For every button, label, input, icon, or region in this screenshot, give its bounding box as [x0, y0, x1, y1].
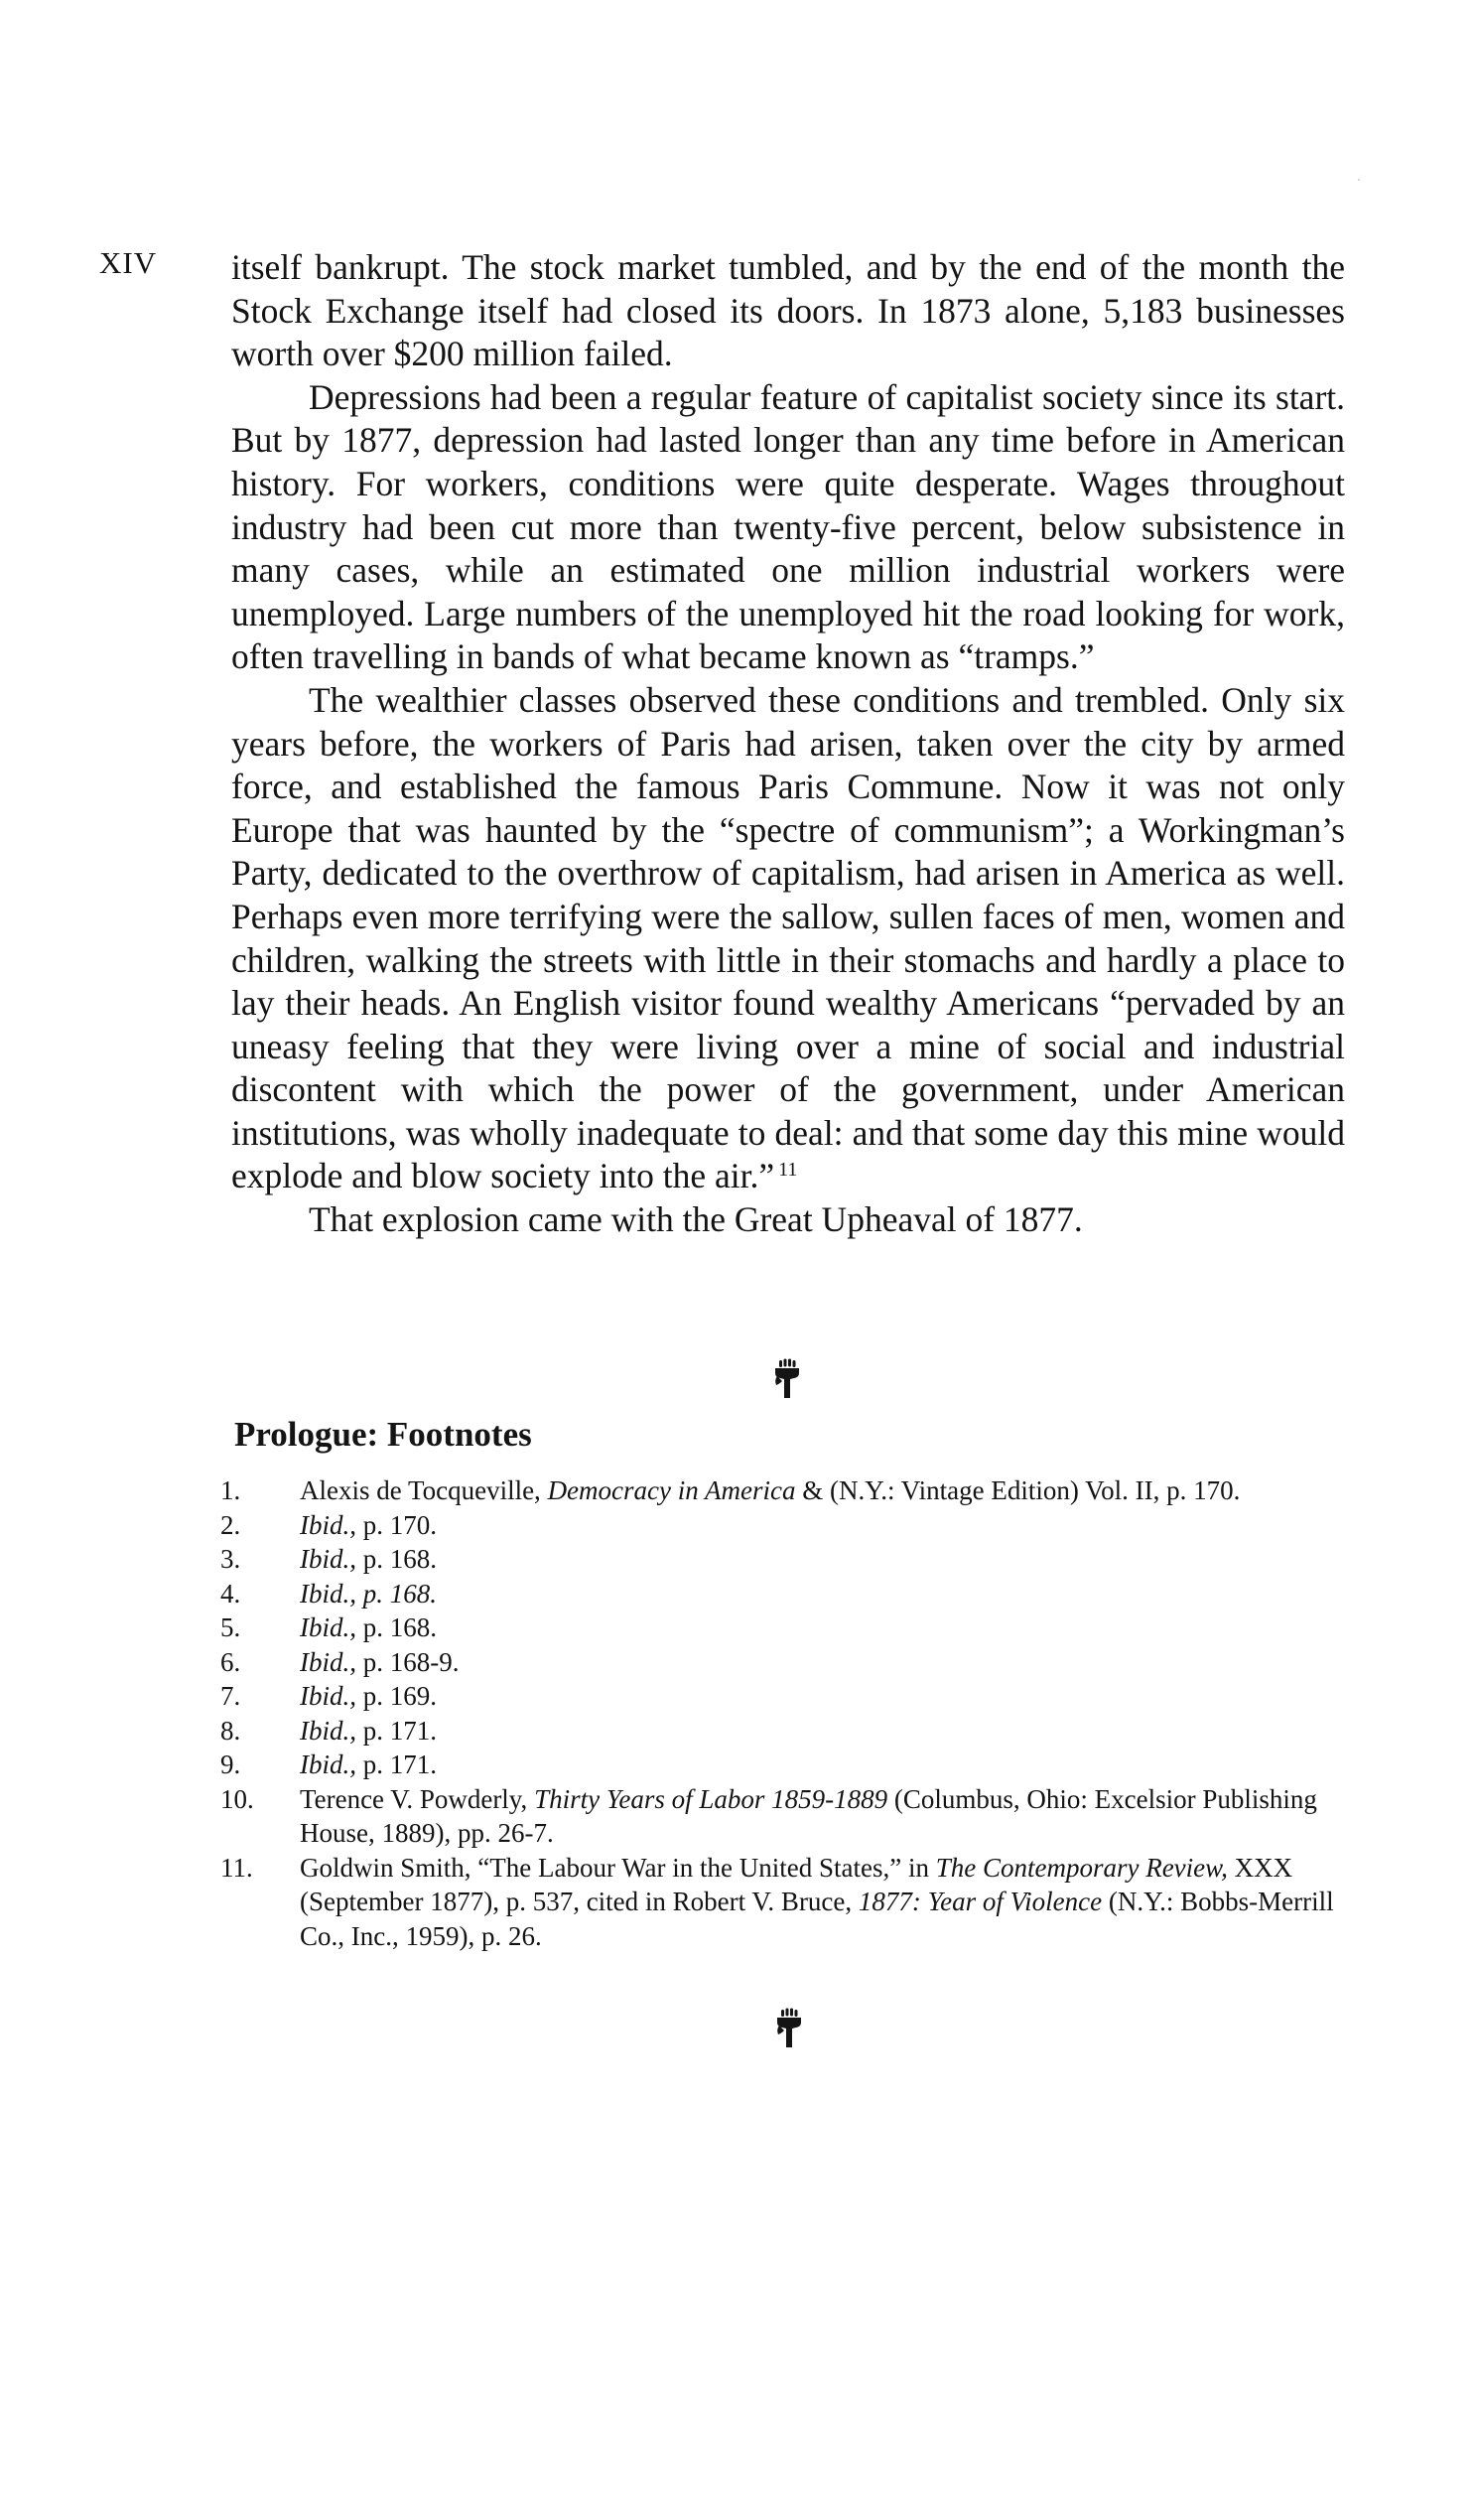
footnote-number: 11. [220, 1852, 253, 1883]
body-text [231, 246, 1345, 1242]
footnote-text [300, 1508, 1347, 1543]
footnote-text-part: p. 168. [356, 1612, 437, 1642]
footnote-number: 3. [220, 1544, 241, 1574]
footnote-number: 6. [220, 1646, 241, 1677]
paragraph-3-text: The wealthier classes observed these conditions and trembled. Only six years before, the workers of Paris had arisen, taken over the city by armed force, and established the famous Paris Commune. Now it was not only Europe that was haunted by the “spectre of communism”; a Workingman’s Party, dedicated to the overthrow of capitalism, had arisen in America as well. Perhaps even more terrifying were the sallow, sullen faces of men, women and children, walking the streets with little in their stomachs and hardly a place to lay their heads. An English visitor found wealthy Americans “pervaded by an uneasy feeling that they were living over a mine of social and industrial discontent with which the power of the government, under American institutions, was wholly inadequate to deal: and that some day this mine would explode and blow society into the air.” [231, 679, 1345, 1196]
footnote-title: Ibid., [300, 1509, 356, 1540]
footnote-item [220, 1610, 1347, 1645]
footnote-title: Ibid., [300, 1750, 356, 1779]
footnote-text-part: Terence V. Powderly, [300, 1783, 535, 1814]
footnote-text [300, 1748, 1347, 1782]
footnote-title: Ibid., [300, 1646, 356, 1677]
footnote-number: 4. [220, 1578, 241, 1609]
footnote-number: 1. [220, 1475, 241, 1505]
footnote-number: 10. [220, 1783, 254, 1814]
footnote-title: Democracy in America [547, 1475, 796, 1505]
footnote-number: 8. [220, 1715, 241, 1746]
footnote-text-part: (Columbus, Ohio: Excelsior Publishing House, 1889), pp. 26-7. [300, 1783, 1317, 1848]
footnote-item [220, 1577, 1347, 1611]
footnote-title: The Contemporary Review, [935, 1852, 1228, 1883]
footnote-text [300, 1577, 1347, 1611]
footnote-text-part: p. 168-9. [356, 1646, 460, 1677]
footnote-text [300, 1645, 1347, 1680]
footnote-text [300, 1473, 1347, 1508]
footnote-text [300, 1714, 1347, 1749]
footnote-text-part: (N.Y.: Bobbs-Merrill Co., Inc., 1959), p. 26. [300, 1887, 1334, 1951]
footnote-number: 9. [220, 1750, 241, 1779]
footnote-text-part: p. 170. [356, 1509, 437, 1540]
page-number: XIV [99, 245, 158, 280]
footnote-list [220, 1473, 1347, 1953]
raised-fist-icon [774, 2008, 804, 2049]
footnote-item [220, 1679, 1347, 1714]
footnote-title: 1877: Year of Violence [858, 1887, 1103, 1916]
footnote-title: Ibid., [300, 1681, 356, 1711]
footnote-title: Thirty Years of Labor 1859-1889 [534, 1783, 888, 1814]
footnote-item [220, 1851, 1347, 1954]
footnote-item [220, 1508, 1347, 1543]
scan-speck [1358, 179, 1360, 181]
footnote-text [300, 1782, 1347, 1851]
paragraph-4: That explosion came with the Great Upheaval of 1877. [309, 1199, 1083, 1240]
footnote-title: Ibid., [300, 1715, 356, 1746]
raised-fist-icon [772, 1358, 802, 1400]
footnote-title: Ibid., [300, 1544, 356, 1574]
footnote-text-part: p. 171. [356, 1715, 437, 1746]
footnote-title: Ibid., p. 168. [300, 1578, 437, 1609]
footnote-title: Ibid., [300, 1612, 356, 1642]
footnote-text-part: XXX (September 1877), p. 537, cited in Robert V. Bruce, [300, 1852, 1293, 1916]
footnote-text-part: & (N.Y.: Vintage Edition) Vol. II, p. 170. [795, 1475, 1241, 1505]
footnotes-heading: Prologue: Footnotes [234, 1415, 532, 1454]
footnote-item [220, 1645, 1347, 1680]
footnote-text-part: Goldwin Smith, “The Labour War in the United States,” in [300, 1852, 936, 1883]
footnote-item [220, 1473, 1347, 1508]
footnote-item [220, 1542, 1347, 1577]
footnote-text [300, 1679, 1347, 1714]
footnote-text-part: p. 169. [356, 1681, 437, 1711]
footnote-number: 2. [220, 1509, 241, 1540]
footnote-text-part: p. 171. [356, 1750, 437, 1779]
footnote-text-part: Alexis de Tocqueville, [300, 1475, 548, 1505]
footnote-number: 7. [220, 1681, 241, 1711]
footnote-item [220, 1748, 1347, 1782]
footnote-text [300, 1851, 1347, 1954]
footnote-item [220, 1714, 1347, 1749]
paragraph-3 [231, 679, 1345, 1198]
footnote-text [300, 1610, 1347, 1645]
paragraph-1: itself bankrupt. The stock market tumbled, and by the end of the month the Stock Exchange itself had closed its doors. In 1873 alone, 5,183 businesses worth over $200 million failed. [231, 247, 1345, 374]
footnote-text-part: p. 168. [356, 1544, 437, 1574]
footnote-item [220, 1782, 1347, 1851]
footnote-text [300, 1542, 1347, 1577]
footnote-number: 5. [220, 1612, 241, 1642]
paragraph-2: Depressions had been a regular feature of capitalist society since its start. But by 1877, depression had lasted longer than any time before in American history. For workers, conditions were quite desperate. Wages throughout industry had been cut more than twenty-five percent, below subsistence in many cases, while an estimated one million industrial workers were unemployed. Large numbers of the unemployed hit the road looking for work, often travelling in bands of what became known as “tramps.” [231, 376, 1345, 677]
footnote-reference-11: 11 [778, 1159, 798, 1182]
